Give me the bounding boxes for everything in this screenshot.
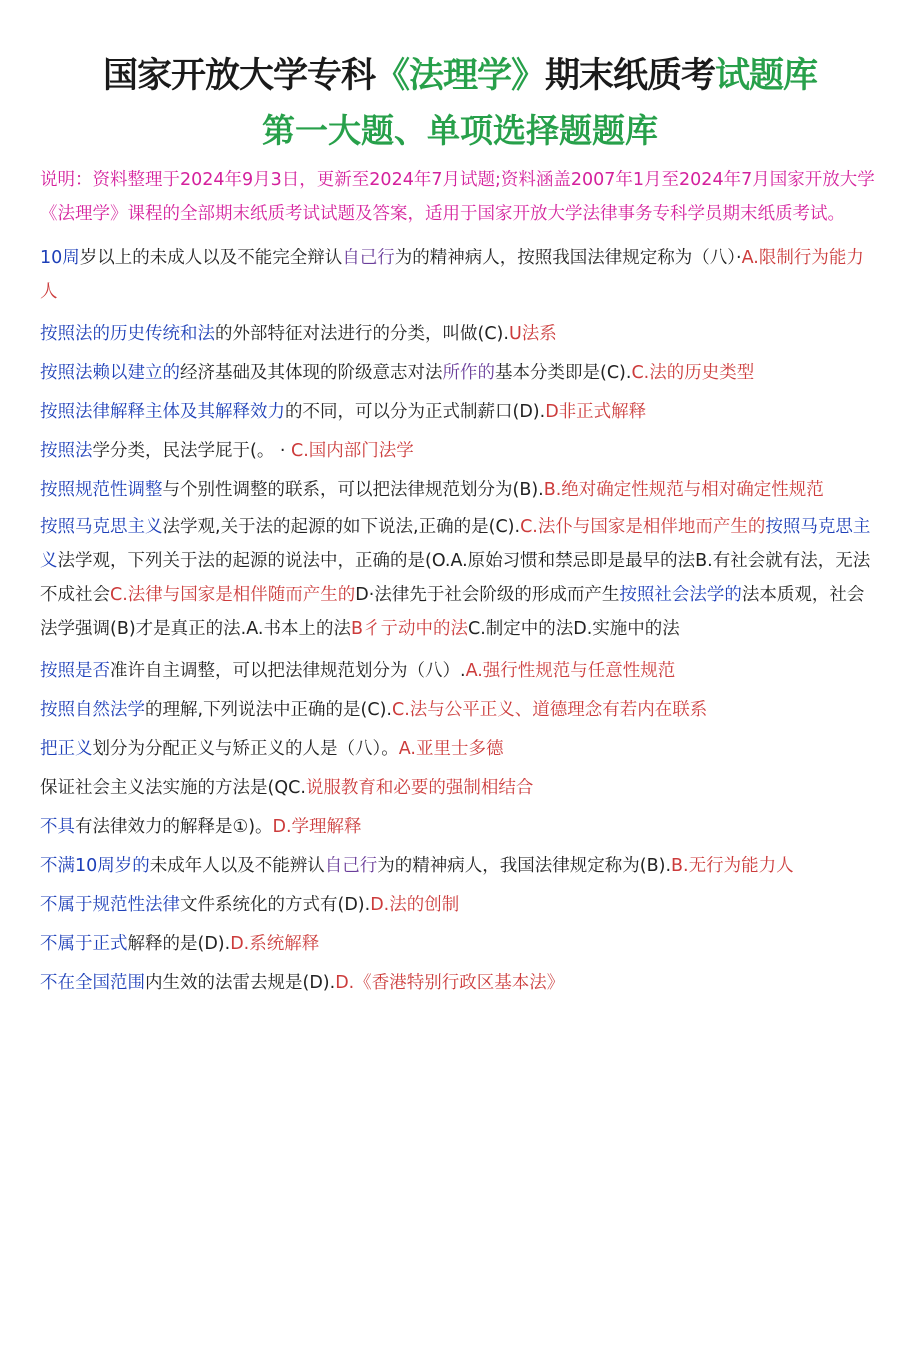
question-text: 内生效的法雷去规是(D).: [145, 973, 336, 993]
question-item: [40, 847, 880, 886]
answer-text: B.无行为能力人: [671, 856, 794, 876]
answer-text: D.系统解释: [230, 934, 320, 954]
document-page: [0, 56, 920, 1357]
question-text: 法学观，下列关于法的起源的说法中，正确的是(O.A.原始习惯和禁忌即是最早的法B.有社会就有法，无法不成社会: [40, 551, 871, 605]
question-keyword: 不在全国范围: [40, 973, 145, 993]
answer-text: C.法仆与国家是相伴地而产生的: [520, 517, 766, 537]
answer-text: C.国内部门法学: [291, 441, 414, 461]
answer-text: A.限制行为能力人: [40, 248, 864, 302]
question-text: 的理解,下列说法中正确的是(C).: [145, 700, 392, 720]
answer-text: D.学理解释: [272, 817, 362, 837]
question-text: 为的精神病人，按照我国法律规定称为（八）·: [394, 248, 742, 268]
question-keyword: 按照是否: [40, 661, 110, 681]
question-item: [40, 393, 880, 432]
question-keyword: 按照法的历史传统和法: [40, 324, 215, 344]
answer-text: D.法的创制: [370, 895, 460, 915]
answer-text: A.亚里士多德: [398, 739, 504, 759]
question-list: [40, 241, 880, 1003]
answer-text: C.法律与国家是相伴随而产生的: [110, 585, 356, 605]
question-item: [40, 652, 880, 691]
question-item: [40, 691, 880, 730]
question-keyword: 不满10周岁的: [40, 856, 150, 876]
question-item: [40, 886, 880, 925]
question-text: 学分类，民法学屁于(。 ·: [92, 441, 292, 461]
question-item: [40, 964, 880, 1003]
question-text: 划分为分配正义与矫正义的人是（八）。: [92, 739, 399, 759]
question-keyword: 按照法: [40, 441, 93, 461]
question-text: 经济基础及其体现的阶级意志对法: [180, 363, 443, 383]
question-keyword: 按照法律解释主体及其解释效力: [40, 402, 285, 422]
answer-text: C.法与公平正义、道德理念有若内在联系: [392, 700, 708, 720]
question-keyword: 自己行: [324, 856, 378, 876]
section-subtitle: 第一大题、单项选择题题库: [262, 111, 658, 150]
question-keyword: 把正义: [40, 739, 93, 759]
question-text: 岁以上的未成人以及不能完全辩认: [79, 248, 343, 268]
question-text: 为的精神病人，我国法律规定称为(B).: [377, 856, 672, 876]
title-part-1: 国家开放大学专科: [102, 56, 375, 96]
question-text: 法本质观，社会法学强调(B)才是真正的法.A.书本上的法: [40, 585, 865, 639]
question-keyword: 按照马克思主义: [40, 517, 871, 571]
answer-text: A.强行性规范与任意性规范: [465, 661, 676, 681]
answer-text: U法系: [508, 324, 557, 344]
question-item: [40, 510, 880, 646]
question-keyword: 不具: [40, 817, 75, 837]
answer-text: D非正式解释: [545, 402, 647, 422]
question-item: [40, 769, 880, 808]
question-text: 的外部特征对法进行的分类，叫做(C).: [215, 324, 509, 344]
question-text: 法学观,关于法的起源的如下说法,正确的是(C).: [162, 517, 521, 537]
question-text: 未成年人以及不能辨认: [149, 856, 325, 876]
question-text: D·法律先于社会阶级的形成而产生: [355, 585, 620, 605]
title-part-4: 试题库: [715, 56, 818, 96]
question-text: C.制定中的法D.实施中的法: [467, 619, 680, 639]
description-note: 说明：资料整理于2024年9月3日，更新至2024年7月试题;资料涵盖2007年1月至2024年7月国家开放大学《法理学》课程的全部期末纸质考试试题及答案，适用于国家开放大学法律事务专科学员期末纸质考试。: [40, 170, 875, 224]
question-keyword: 自己行: [342, 248, 395, 268]
answer-text: D.《香港特别行政区基本法》: [335, 973, 565, 993]
question-text: 基本分类即是(C).: [495, 363, 632, 383]
answer-text: C.法的历史类型: [631, 363, 755, 383]
question-item: [40, 432, 880, 471]
question-text: 有法律效力的解释是①)。: [75, 817, 273, 837]
question-item: [40, 471, 880, 510]
question-keyword: 按照法赖以建立的: [40, 363, 180, 383]
question-item: [40, 925, 880, 964]
question-keyword: 按照社会法学的: [619, 585, 742, 605]
question-item: [40, 315, 880, 354]
question-keyword: 10周: [40, 248, 80, 268]
question-keyword: 所作的: [442, 363, 495, 383]
answer-text: B.绝对确定性规范与相对确定性规范: [543, 480, 824, 500]
question-text: 的不同，可以分为正式制薪口(D).: [285, 402, 546, 422]
question-keyword: 不属于正式: [40, 934, 128, 954]
answer-text: 说服教育和必要的强制相结合: [305, 778, 534, 798]
question-keyword: 按照自然法学: [40, 700, 145, 720]
title-part-2: 《法理学》: [374, 56, 545, 96]
question-text: 与个别性调整的联系，可以把法律规范划分为(B).: [162, 480, 544, 500]
question-item: [40, 808, 880, 847]
question-keyword: 不属于规范性法律: [40, 895, 180, 915]
question-keyword: 按照马克思主义: [40, 517, 163, 537]
question-text: 文件系统化的方式有(D).: [180, 895, 371, 915]
title-part-3: 期末纸质考: [545, 56, 716, 96]
question-text: 准许自主调整，可以把法律规范划分为（八）.: [110, 661, 466, 681]
question-text: 保证社会主义法实施的方法是(QC.: [40, 778, 306, 798]
question-item: [40, 354, 880, 393]
question-item: [40, 241, 880, 309]
question-text: 解释的是(D).: [127, 934, 231, 954]
page-title: [40, 56, 880, 96]
question-keyword: 按照规范性调整: [40, 480, 163, 500]
question-item: [40, 730, 880, 769]
answer-text: B彳亍动中的法: [350, 619, 468, 639]
